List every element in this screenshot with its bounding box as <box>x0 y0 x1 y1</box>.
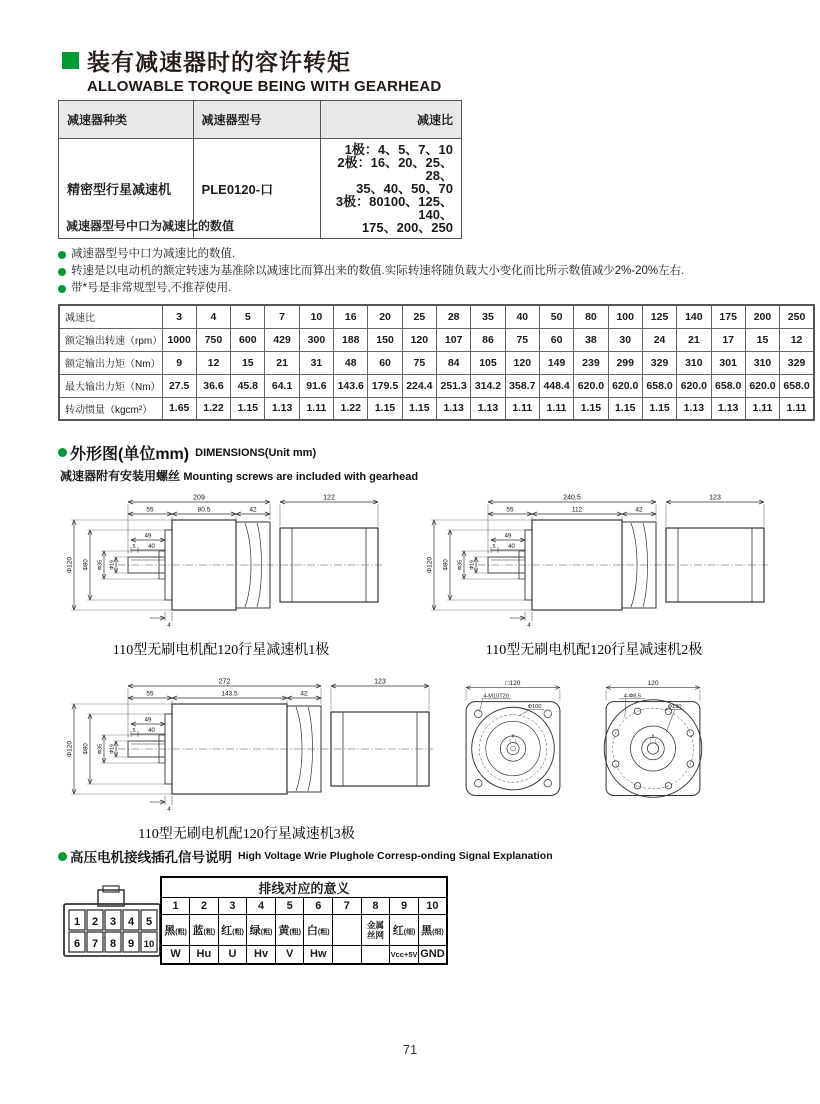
torque-cell: 250 <box>780 305 814 328</box>
dim-label: 42 <box>300 690 308 698</box>
dim-label: Φ130 <box>668 704 682 711</box>
torque-cell: 310 <box>677 351 711 374</box>
torque-cell: 28 <box>437 305 471 328</box>
torque-cell: 1.13 <box>471 397 505 420</box>
torque-cell: 15 <box>231 351 265 374</box>
wiring-section-header <box>58 846 553 866</box>
torque-cell: 1.15 <box>574 397 608 420</box>
torque-cell: 84 <box>437 351 471 374</box>
ratio-line: 175、200、250 <box>361 220 453 235</box>
torque-cell: 64.1 <box>265 374 299 397</box>
dim-label: 40 <box>508 544 515 550</box>
torque-cell: 4 <box>196 305 230 328</box>
torque-cell: 9 <box>162 351 196 374</box>
torque-cell: 1.22 <box>334 397 368 420</box>
page-subtitle: ALLOWABLE TORQUE BEING WITH GEARHEAD <box>87 78 442 95</box>
torque-cell: 1000 <box>162 328 196 351</box>
torque-cell: 25 <box>402 305 436 328</box>
torque-cell: 175 <box>711 305 745 328</box>
torque-cell: 16 <box>334 305 368 328</box>
torque-cell: 1.15 <box>368 397 402 420</box>
dimensions-heading-cn: 外形图(单位mm) <box>70 446 190 463</box>
torque-table <box>58 304 815 421</box>
bullet-icon <box>58 251 66 259</box>
signal-cell <box>333 946 362 964</box>
wire-color-cell: 红(细) <box>390 915 419 946</box>
signal-cell: Vcc+5V <box>390 946 419 964</box>
torque-cell: 1.11 <box>539 397 573 420</box>
dim-label: 55 <box>506 506 514 514</box>
pin-number-cell: 4 <box>247 898 276 915</box>
dim-label: 120 <box>647 680 659 688</box>
dim-label: 40 <box>148 544 155 550</box>
dim-label: 8 <box>109 938 117 950</box>
dim-label: 4 <box>167 807 171 813</box>
torque-cell: 1.11 <box>505 397 539 420</box>
torque-cell: 48 <box>334 351 368 374</box>
torque-cell: 1.13 <box>711 397 745 420</box>
torque-cell: 38 <box>574 328 608 351</box>
plug-connector-icon <box>62 884 162 960</box>
dim-label: 123 <box>709 494 721 502</box>
dim-label: 4 <box>167 623 171 629</box>
dim-label: 272 <box>218 678 231 686</box>
torque-table-row <box>59 305 814 328</box>
dim-label: Φ120 <box>426 556 434 574</box>
pin-number-cell: 7 <box>333 898 362 915</box>
drawing-caption-3: 110型无刷电机配120行星减速机3极 <box>138 827 355 842</box>
signal-cell: W <box>161 946 190 964</box>
torque-cell: 17 <box>711 328 745 351</box>
torque-cell: 125 <box>642 305 676 328</box>
torque-cell: 1.15 <box>642 397 676 420</box>
torque-cell: 140 <box>677 305 711 328</box>
note-item <box>58 246 684 263</box>
dim-label: 122 <box>323 494 335 502</box>
torque-cell: 1.13 <box>677 397 711 420</box>
wire-color-cell: 蓝(粗) <box>190 915 219 946</box>
side-view-1pole-drawing <box>58 490 384 630</box>
dim-label: Φ80 <box>443 559 450 571</box>
wire-color-cell: 黄(粗) <box>275 915 304 946</box>
dim-label: 2 <box>91 916 99 928</box>
pin-number-cell: 6 <box>304 898 333 915</box>
pin-number-cell: 5 <box>275 898 304 915</box>
torque-cell: 7 <box>265 305 299 328</box>
torque-cell: 24 <box>642 328 676 351</box>
side-view-3pole-drawing <box>58 674 435 814</box>
dim-label: Φ120 <box>66 556 74 574</box>
page-number: 71 <box>402 1042 418 1057</box>
dim-label: 8 <box>652 733 655 739</box>
pin-number-cell: 8 <box>361 898 390 915</box>
dimensions-section-header <box>58 441 418 484</box>
torque-cell: 1.65 <box>162 397 196 420</box>
dim-label: 5 <box>132 728 136 734</box>
torque-cell: 1.11 <box>745 397 779 420</box>
torque-cell: 107 <box>437 328 471 351</box>
dim-label: Φ120 <box>66 740 74 758</box>
pin-number-cell: 10 <box>418 898 447 915</box>
torque-cell: 80 <box>574 305 608 328</box>
torque-cell: 15 <box>745 328 779 351</box>
drawing-caption-2: 110型无刷电机配120行星减速机2极 <box>485 643 703 658</box>
dim-label: 5 <box>145 916 153 928</box>
torque-cell: 310 <box>745 351 779 374</box>
drawing-1pole <box>58 490 384 659</box>
wiring-table <box>160 876 448 965</box>
signal-cell: U <box>218 946 247 964</box>
section-bullet-icon <box>58 448 67 457</box>
ratio-line: 35、40、50、70 <box>356 181 453 196</box>
torque-cell: 3 <box>162 305 196 328</box>
torque-cell: 620.0 <box>745 374 779 397</box>
pin-number-cell: 2 <box>190 898 219 915</box>
torque-row-label: 额定输出力矩（Nm） <box>59 351 162 374</box>
torque-table-row <box>59 351 814 374</box>
torque-cell: 658.0 <box>642 374 676 397</box>
wire-color-cell: 红(粗) <box>218 915 247 946</box>
dim-label: Φ19 <box>109 560 116 570</box>
drawing-caption-1: 110型无刷电机配120行星减速机1极 <box>112 643 330 658</box>
dim-label: 40 <box>148 728 155 734</box>
torque-cell: 75 <box>505 328 539 351</box>
note-item <box>58 263 684 280</box>
torque-cell: 86 <box>471 328 505 351</box>
torque-cell: 143.6 <box>334 374 368 397</box>
torque-cell: 21 <box>677 328 711 351</box>
torque-cell: 30 <box>608 328 642 351</box>
ratio-line: 2极：16、20、25、28、 <box>337 155 453 183</box>
torque-cell: 314.2 <box>471 374 505 397</box>
wire-color-cell: 白(粗) <box>304 915 333 946</box>
torque-cell: 1.11 <box>780 397 814 420</box>
note-text: 减速器型号中口为减速比的数值. <box>71 248 236 260</box>
wiring-heading-en: High Voltage Wrie Plughole Corresp-onding Signal Explanation <box>238 850 553 862</box>
torque-cell: 120 <box>505 351 539 374</box>
torque-cell: 105 <box>471 351 505 374</box>
section-bullet-icon <box>58 852 67 861</box>
torque-cell: 149 <box>539 351 573 374</box>
torque-cell: 299 <box>608 351 642 374</box>
dim-label: 1 <box>73 916 81 928</box>
torque-cell: 31 <box>299 351 333 374</box>
torque-cell: 200 <box>745 305 779 328</box>
wire-color-cell: 金属 丝网 <box>361 915 390 946</box>
torque-row-label: 额定输出转速（rpm） <box>59 328 162 351</box>
torque-cell: 301 <box>711 351 745 374</box>
signal-cell: Hu <box>190 946 219 964</box>
torque-cell: 75 <box>402 351 436 374</box>
torque-cell: 10 <box>299 305 333 328</box>
dim-label: 80.5 <box>197 506 211 514</box>
torque-cell: 300 <box>299 328 333 351</box>
dim-label: 4-Φ8.5 <box>624 693 642 700</box>
side-view-2pole-drawing <box>418 490 770 630</box>
drawing-2pole <box>418 490 770 659</box>
torque-cell: 251.3 <box>437 374 471 397</box>
signal-cell: V <box>275 946 304 964</box>
torque-cell: 750 <box>196 328 230 351</box>
torque-cell: 224.4 <box>402 374 436 397</box>
signal-cell: Hw <box>304 946 333 964</box>
torque-cell: 5 <box>231 305 265 328</box>
torque-cell: 620.0 <box>574 374 608 397</box>
gearhead-col-type: 减速器种类 <box>59 101 194 139</box>
pin-number-cell: 9 <box>390 898 419 915</box>
dim-label: Φ35 <box>97 559 104 571</box>
dim-label: 49 <box>144 533 152 540</box>
dim-label: 6 <box>73 938 81 950</box>
torque-cell: 1.11 <box>299 397 333 420</box>
motor-face-view-drawing <box>592 678 714 805</box>
dim-label: 49 <box>144 717 152 724</box>
gearhead-col-ratio: 减速比 <box>321 101 462 139</box>
torque-cell: 620.0 <box>677 374 711 397</box>
torque-cell: 188 <box>334 328 368 351</box>
dim-label: 4 <box>527 623 531 629</box>
torque-cell: 179.5 <box>368 374 402 397</box>
dim-label: 7 <box>91 938 99 950</box>
torque-table-row <box>59 397 814 420</box>
signal-cell: GND <box>418 946 447 964</box>
pin-number-cell: 1 <box>161 898 190 915</box>
torque-cell: 1.15 <box>231 397 265 420</box>
dim-label: Φ35 <box>457 559 464 571</box>
dim-label: Φ19 <box>109 744 116 754</box>
gearhead-face-view-drawing <box>452 678 574 805</box>
torque-row-label: 减速比 <box>59 305 162 328</box>
gearhead-model: PLE0120-口 <box>193 139 321 239</box>
dim-label: Φ80 <box>83 559 90 571</box>
dim-label: Φ35 <box>97 743 104 755</box>
connector-graphic <box>62 884 162 965</box>
torque-cell: 40 <box>505 305 539 328</box>
dim-label: 8 <box>511 733 515 739</box>
torque-cell: 45.8 <box>231 374 265 397</box>
wiring-table-title: 排线对应的意义 <box>161 877 447 898</box>
dimensions-heading-en: DIMENSIONS(Unit mm) <box>195 446 317 459</box>
dim-label: Φ100 <box>527 704 542 711</box>
torque-cell: 429 <box>265 328 299 351</box>
page-title: 装有减速器时的容许转矩 <box>87 49 351 75</box>
dim-label: 5 <box>492 544 496 550</box>
torque-cell: 358.7 <box>505 374 539 397</box>
dim-label: 10 <box>143 939 155 950</box>
signal-cell: Hv <box>247 946 276 964</box>
wire-color-cell: 黑(细) <box>418 915 447 946</box>
torque-cell: 1.15 <box>402 397 436 420</box>
torque-cell: 1.15 <box>608 397 642 420</box>
torque-cell: 658.0 <box>780 374 814 397</box>
gearhead-ratios <box>321 139 462 239</box>
torque-cell: 1.22 <box>196 397 230 420</box>
dim-label: Φ19 <box>469 560 476 570</box>
dim-label: 55 <box>146 690 154 698</box>
torque-table-row <box>59 328 814 351</box>
bullet-icon <box>58 285 66 293</box>
torque-table-body <box>59 305 814 420</box>
dim-label: 240.5 <box>563 494 581 502</box>
torque-cell: 448.4 <box>539 374 573 397</box>
torque-cell: 150 <box>368 328 402 351</box>
torque-cell: 36.6 <box>196 374 230 397</box>
dim-label: 123 <box>374 678 386 686</box>
dimensions-subheading-en: Mounting screws are included with gearhead <box>183 471 419 483</box>
pin-number-cell: 3 <box>218 898 247 915</box>
torque-cell: 600 <box>231 328 265 351</box>
torque-cell: 21 <box>265 351 299 374</box>
wire-color-cell <box>333 915 362 946</box>
torque-cell: 1.13 <box>437 397 471 420</box>
drawing-3pole <box>58 674 435 843</box>
torque-cell: 1.13 <box>265 397 299 420</box>
torque-cell: 658.0 <box>711 374 745 397</box>
dim-label: 4-M10T20 <box>483 693 509 700</box>
dim-label: 143.5 <box>221 690 238 698</box>
dim-label: 9 <box>127 938 135 950</box>
torque-row-label: 转动惯量（kgcm²） <box>59 397 162 420</box>
torque-cell: 20 <box>368 305 402 328</box>
title-square-icon <box>62 52 79 69</box>
gearhead-type: 精密型行星减速机 <box>59 139 194 239</box>
dim-label: □120 <box>505 680 521 688</box>
dim-label: 42 <box>249 506 257 514</box>
torque-table-row <box>59 374 814 397</box>
ratio-line: 3极：80100、125、140、 <box>335 194 453 222</box>
torque-cell: 120 <box>402 328 436 351</box>
gearhead-col-model: 减速器型号 <box>193 101 321 139</box>
torque-cell: 91.6 <box>299 374 333 397</box>
torque-cell: 329 <box>642 351 676 374</box>
wire-color-cell: 绿(粗) <box>247 915 276 946</box>
title-block <box>62 44 441 95</box>
torque-cell: 100 <box>608 305 642 328</box>
wiring-heading-cn: 高压电机接线插孔信号说明 <box>70 850 232 865</box>
dim-label: 3 <box>109 916 117 928</box>
torque-row-label: 最大输出力矩（Nm） <box>59 374 162 397</box>
note-item <box>58 280 684 297</box>
dim-label: Φ80 <box>83 743 90 755</box>
dim-label: 112 <box>571 506 583 514</box>
notes-list <box>58 246 684 297</box>
torque-cell: 239 <box>574 351 608 374</box>
dim-label: 42 <box>635 506 643 514</box>
ratio-line: 1极：4、5、7、10 <box>344 142 453 157</box>
model-footnote: 减速器型号中口为减速比的数值 <box>66 219 235 233</box>
torque-cell: 60 <box>539 328 573 351</box>
note-text: 转速是以电动机的额定转速为基准除以减速比而算出来的数值.实际转速将随负载大小变化而比所示数值减少2%-20%左右. <box>71 265 685 277</box>
torque-cell: 35 <box>471 305 505 328</box>
wire-color-cell: 黑(粗) <box>161 915 190 946</box>
torque-cell: 60 <box>368 351 402 374</box>
torque-cell: 50 <box>539 305 573 328</box>
dimensions-subheading-cn: 减速器附有安装用螺丝 <box>60 469 181 483</box>
torque-cell: 12 <box>780 328 814 351</box>
dim-label: 209 <box>193 494 205 502</box>
bullet-icon <box>58 268 66 276</box>
torque-cell: 620.0 <box>608 374 642 397</box>
torque-cell: 329 <box>780 351 814 374</box>
face-views <box>452 678 714 810</box>
note-text: 带*号是非常规型号,不推荐使用. <box>71 282 232 294</box>
dim-label: 5 <box>132 544 136 550</box>
signal-cell <box>361 946 390 964</box>
torque-cell: 12 <box>196 351 230 374</box>
dim-label: 4 <box>127 916 135 928</box>
torque-cell: 27.5 <box>162 374 196 397</box>
dim-label: 49 <box>504 533 512 540</box>
dim-label: 55 <box>146 506 154 514</box>
